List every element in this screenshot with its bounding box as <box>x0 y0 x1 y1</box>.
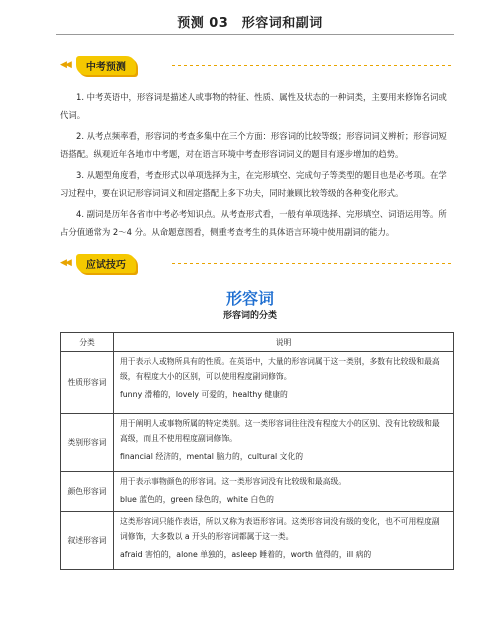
category-cell: 类别形容词 <box>61 414 114 472</box>
description-cell <box>114 512 454 570</box>
example-text: blue 蓝色的，green 绿色的，white 白色的 <box>120 495 274 504</box>
section-tag-tips <box>60 254 136 272</box>
category-cell: 叙述形容词 <box>61 512 114 570</box>
double-arrow-icon: ◀◀ <box>60 258 70 268</box>
section-label: 中考预测 <box>76 56 136 75</box>
description-cell <box>114 472 454 512</box>
description-text: 用于表示事物颜色的形容词。这一类形容词没有比较级和最高级。 <box>120 477 347 486</box>
header-divider <box>56 34 454 35</box>
column-header: 说明 <box>114 333 454 352</box>
description-cell <box>114 352 454 414</box>
paragraph-3: 3. 从题型角度看，考查形式以单项选择为主，在完形填空、完成句子等类型的题目也是必考项。在学习过程中，要在识记形容词词义和固定搭配上多下功夫，同时兼顾比较等级的各种变化形式。 <box>60 170 447 198</box>
section-tag-forecast <box>60 56 136 74</box>
example-text: financial 经济的，mental 脑力的，cultural 文化的 <box>120 452 304 461</box>
category-cell: 性质形容词 <box>61 352 114 414</box>
section-divider <box>172 263 454 264</box>
table-row <box>61 472 454 512</box>
description-text: 这类形容词只能作表语，所以又称为表语形容词。这类形容词没有级的变化，也不可用程度副词修饰，大多数以 a 开头的形容词都属于这一类。 <box>120 517 440 541</box>
description-text: 用于阐明人或事物所属的特定类别。这一类形容词往往没有程度大小的区别、没有比较级和最高级，而且不使用程度副词修饰。 <box>120 419 440 443</box>
adjective-table <box>60 332 454 570</box>
table-header-row <box>61 333 454 352</box>
table-row <box>61 352 454 414</box>
main-heading: 形容词 <box>225 289 274 308</box>
double-arrow-icon: ◀◀ <box>60 60 70 70</box>
table-caption: 形容词的分类 <box>222 311 277 321</box>
table-row <box>61 414 454 472</box>
page-title: 预测 03 形容词和副词 <box>177 16 323 31</box>
example-text: funny 滑稽的，lovely 可爱的，healthy 健康的 <box>120 390 288 399</box>
column-header: 分类 <box>61 333 114 352</box>
category-cell: 颜色形容词 <box>61 472 114 512</box>
paragraph-1: 1. 中考英语中，形容词是描述人或事物的特征、性质、属性及状态的一种词类，主要用来修饰名词或代词。 <box>60 92 447 120</box>
description-cell <box>114 414 454 472</box>
table-row <box>61 512 454 570</box>
example-text: afraid 害怕的，alone 单独的，asleep 睡着的，worth 值得的，ill 病的 <box>120 550 372 559</box>
description-text: 用于表示人或物所具有的性质。在英语中，大量的形容词属于这一类别，多数有比较级和最高级，有程度大小的区别，可以使用程度副词修饰。 <box>120 357 440 381</box>
section-divider <box>172 65 454 66</box>
section-label: 应试技巧 <box>76 254 136 273</box>
paragraph-4: 4. 副词是历年各省市中考必考知识点。从考查形式看，一般有单项选择、完形填空、词语运用等。所占分值通常为 2～4 分。从命题意图看，侧重考查考生的具体语言环境中使用副词的能力。 <box>60 209 447 237</box>
paragraph-2: 2. 从考点频率看，形容词的考查多集中在三个方面：形容词的比较等级；形容词词义辨析；形容词短语搭配。纵观近年各地市中考题，对在语言环境中考查形容词词义的题目有逐步增加的趋势。 <box>60 131 447 159</box>
